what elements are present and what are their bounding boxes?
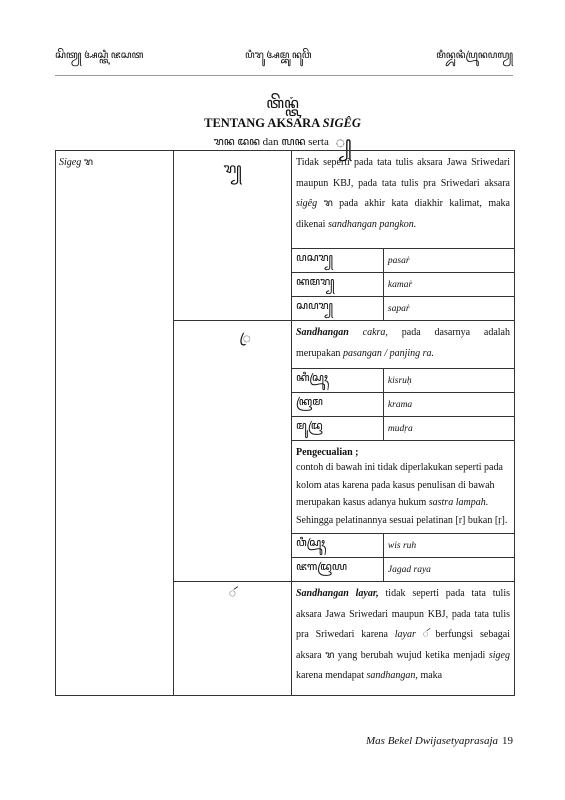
desc-jv: ꦫ <box>317 198 340 209</box>
example-table <box>292 248 514 320</box>
desc-italic: sandhangan pangkon. <box>327 218 417 230</box>
example-row <box>292 393 514 417</box>
page-number: 19 <box>502 735 513 747</box>
glyph-cell <box>174 321 292 582</box>
page-title <box>0 116 565 131</box>
example-jv: ꦩꦸꦢꦿ <box>292 417 383 441</box>
exception-row <box>292 441 514 534</box>
example-row <box>292 534 514 558</box>
exception-italic: sastra lampah. <box>428 497 489 508</box>
example-row <box>292 369 514 393</box>
table-row <box>56 151 515 321</box>
desc-italic: pasangan / panjing ra. <box>342 347 435 359</box>
desc-part: yang berubah wujud ketika menjadi <box>334 649 489 661</box>
example-jv: ꦮꦶꦱꦿꦸꦃ <box>292 534 383 558</box>
desc-jv: ꦂ <box>415 629 436 640</box>
javanese-title: ꦠꦼꦤ꧀ꦠꦁ <box>266 96 299 112</box>
subtitle-serta: serta <box>308 136 329 148</box>
desc-part: tidak seperti pada tata tulis aksara Jawa Sriwedari maupun KBJ, pada tata tulis pra Sriwedari karena <box>296 588 510 640</box>
example-latin: mudṛa <box>383 417 514 441</box>
desc-part: pada akhir kata diakhir kalimat, maka dikenai <box>296 198 510 230</box>
desc-italic: sandhangan, <box>366 670 418 681</box>
description-cell <box>292 321 515 582</box>
example-row <box>292 417 514 441</box>
exception-part: Sehingga pelatinannya sesuai pelatinan [r] bukan [ṛ]. <box>296 514 508 526</box>
glyph-cakra: ꦿ <box>239 332 251 347</box>
subtitle-da: ꦢꦤ <box>237 136 260 148</box>
row-label-cell <box>56 151 174 696</box>
header-rule <box>55 75 513 76</box>
exception-part: contoh di bawah ini tidak diperlakukan seperti pada kolom atas karena pada kasus penulisan di bawah merupakan kasus adanya hukum <box>296 462 503 508</box>
desc-bold: Sandhangan <box>296 327 349 338</box>
exception-heading: Pengecualian ; <box>296 447 359 458</box>
example-jv: ꦱꦥꦫ꧀ <box>292 297 383 321</box>
example-jv: ꦗꦒꦢꦿꦪ <box>292 558 383 582</box>
exception-text <box>296 459 510 531</box>
desc-italic: cakra, <box>348 327 388 338</box>
desc-bold: Sandhangan layar, <box>296 588 379 599</box>
description-cell <box>292 582 515 696</box>
example-jv: ꦏꦿꦩ <box>292 393 383 417</box>
example-jv: ꦏꦶꦱꦿꦸꦃ <box>292 369 383 393</box>
desc-part: karena mendapat <box>296 670 367 681</box>
glyph-cell <box>174 582 292 696</box>
subtitle-dan: dan <box>262 136 279 148</box>
page-footer <box>366 735 513 747</box>
glyph-cell <box>174 151 292 321</box>
example-latin: sapaṙ <box>383 297 514 321</box>
desc-italic: sigeg <box>488 649 510 661</box>
description-cell <box>292 151 515 321</box>
example-row <box>292 558 514 582</box>
description-text <box>292 582 514 695</box>
description-text <box>292 151 514 248</box>
title-prefix: TENTANG AKSARA <box>204 116 323 130</box>
header-left: ꦱꦼꦠꦾ ꦄꦱ꧀ꦠꦶ ꦗꦱꦠ <box>55 50 144 61</box>
title-italic: SIGÊG <box>322 116 361 130</box>
example-latin: krama <box>383 393 514 417</box>
example-jv: ꦥꦱꦫ꧀ <box>292 249 383 273</box>
example-row <box>292 249 514 273</box>
desc-part: Tidak seperti pada tata tulis aksara Jawa Sriwedari maupun KBJ, pada tata tulis pra Sriwedari aksara <box>296 157 510 189</box>
example-latin: kamaṙ <box>383 273 514 297</box>
subtitle-pangkon: ꧀ <box>335 135 352 152</box>
example-latin: Jagad raya <box>383 558 514 582</box>
desc-part: maka <box>417 670 443 681</box>
aksara-table <box>55 150 515 696</box>
example-latin: kisruḥ <box>383 369 514 393</box>
row-label-jv: ꦫ <box>83 157 93 168</box>
desc-part: berfungsi sebagai aksara <box>296 629 510 661</box>
glyph-sigeg-ra: ꦫ꧀ <box>223 162 242 177</box>
example-table <box>292 368 514 581</box>
header-center: ꦥꦶꦫꦸ ꦄꦩ꧀ꦧꦸ ꦤꦸꦮꦼ <box>245 50 312 61</box>
row-label: Sigeg <box>59 157 82 168</box>
footer-author: Mas Bekel Dwijasetyaprasaja <box>366 735 498 747</box>
glyph-layar: ꦂ <box>228 586 237 600</box>
subtitle-ra: ꦫꦤ <box>213 136 235 148</box>
description-text <box>292 321 514 368</box>
example-latin: pasaṙ <box>383 249 514 273</box>
example-row <box>292 273 514 297</box>
exception-cell <box>292 441 514 534</box>
desc-jv: ꦫ <box>325 649 335 661</box>
subtitle-la: ꦭꦤ <box>281 136 306 148</box>
example-jv: ꦏꦩꦫ꧀ <box>292 273 383 297</box>
example-latin: wis ruh <box>383 534 514 558</box>
desc-italic: sigêg <box>296 198 318 209</box>
header-right: ꦩꦶꦤ꧀ꦢꦸꦤꦶꦥꦿꦸꦤꦥꦭꦾ <box>436 50 513 61</box>
example-row <box>292 297 514 321</box>
desc-italic: layar <box>394 629 416 640</box>
desc-part: pada dasarnya adalah merupakan <box>296 327 510 359</box>
